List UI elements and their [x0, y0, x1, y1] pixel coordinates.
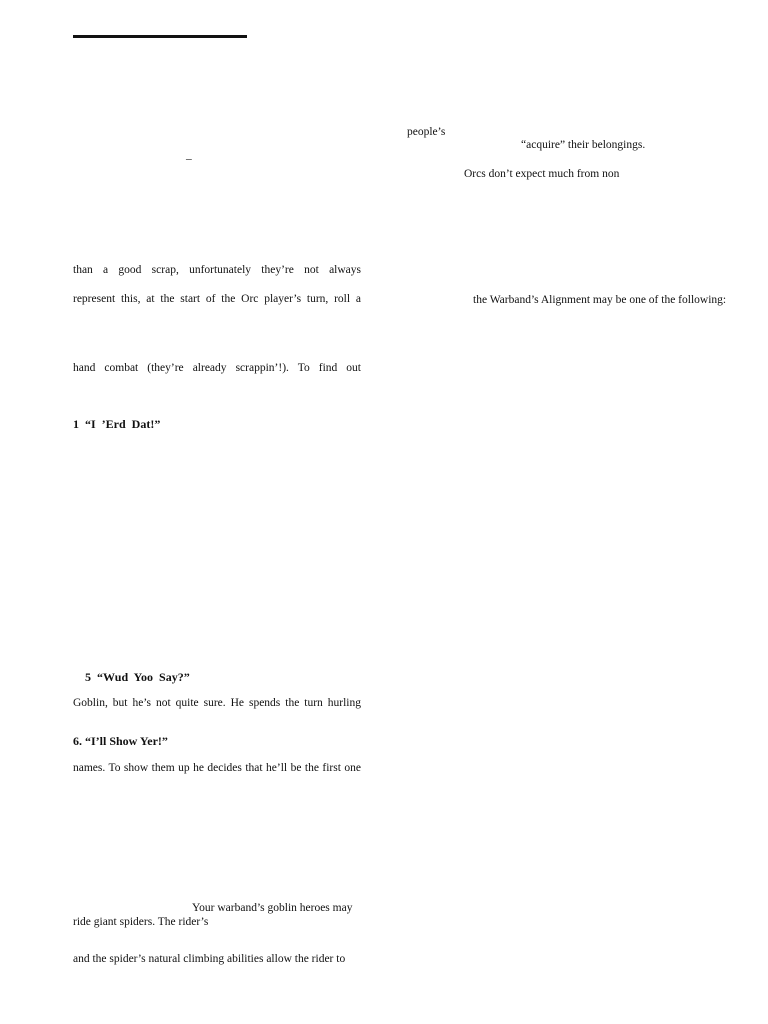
header-rule	[73, 35, 247, 38]
left-line-represent: represent this, at the start of the Orc player’s turn, roll a	[73, 293, 361, 305]
heading-6: 6. “I’ll Show Yer!”	[73, 734, 168, 748]
left-line-names: names. To show them up he decides that he’ll be the first one	[73, 762, 361, 774]
left-line-climbing: and the spider’s natural climbing abilities allow the rider to	[73, 953, 346, 965]
right-line-peoples: people’s	[407, 126, 446, 138]
right-line-orcs: Orcs don’t expect much from non	[464, 168, 620, 180]
heading-1: 1 “I ’Erd Dat!”	[73, 417, 161, 431]
left-line-ride-spiders: ride giant spiders. The rider’s	[73, 916, 209, 928]
left-line-hand-combat: hand combat (they’re already scrappin’!). To find out	[73, 362, 361, 374]
heading-5: 5 “Wud Yoo Say?”	[85, 670, 190, 684]
left-line-goblin: Goblin, but he’s not quite sure. He spends the turn hurling	[73, 697, 361, 709]
left-dash: –	[186, 153, 192, 165]
left-line-scrap: than a good scrap, unfortunately they’re not always	[73, 264, 361, 276]
left-line-warband-goblins: Your warband’s goblin heroes may	[192, 902, 353, 914]
right-line-alignment: the Warband’s Alignment may be one of the following:	[473, 294, 727, 306]
right-line-acquire: “acquire” their belongings.	[521, 139, 646, 151]
